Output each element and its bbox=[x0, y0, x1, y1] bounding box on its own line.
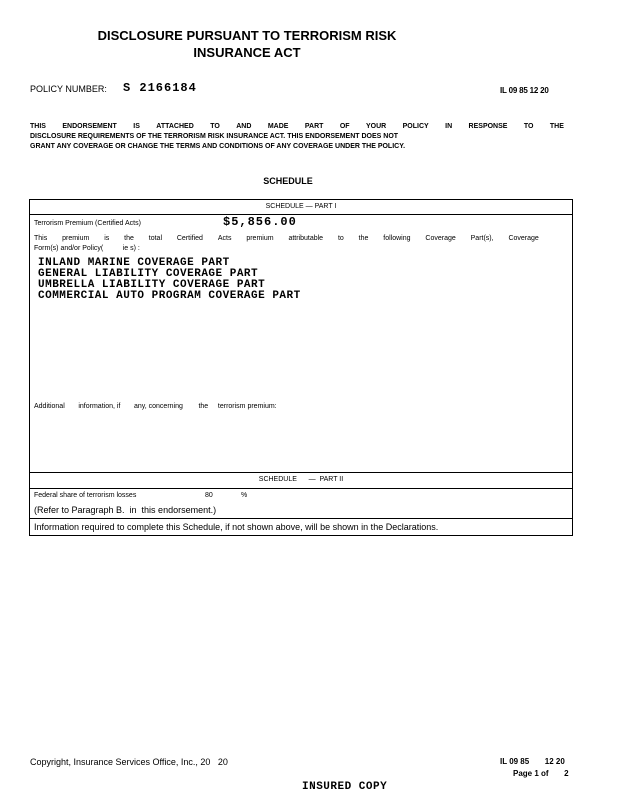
divider bbox=[30, 472, 572, 473]
divider bbox=[30, 488, 572, 489]
page-indicator: Page 1 of 2 bbox=[513, 769, 569, 778]
notice-word: THIS bbox=[30, 123, 46, 130]
federal-share-label: Federal share of terrorism losses bbox=[34, 492, 137, 499]
notice-word: PART bbox=[304, 123, 324, 130]
schedule-part1-label: SCHEDULE — PART I bbox=[265, 203, 337, 210]
notice-word: RESPONSE bbox=[468, 123, 508, 130]
schedule-heading: SCHEDULE bbox=[263, 176, 313, 186]
document-title-line2: INSURANCE ACT bbox=[193, 45, 301, 60]
notice-word: ATTACHED bbox=[156, 123, 194, 130]
declarations-info-note: Information required to complete this Schedule, if not shown above, will be shown in the Declarations. bbox=[34, 522, 439, 532]
schedule-table bbox=[29, 199, 573, 536]
desc-word: Certified bbox=[176, 235, 203, 242]
insured-copy-label: INSURED COPY bbox=[302, 781, 388, 793]
refer-paragraph-note: (Refer to Paragraph B. in this endorsement.) bbox=[34, 505, 217, 515]
policy-number-label: POLICY NUMBER: bbox=[30, 84, 107, 94]
notice-word: POLICY bbox=[402, 123, 429, 130]
coverage-part-inland-marine: INLAND MARINE COVERAGE PART bbox=[38, 257, 230, 269]
premium-description-line1 bbox=[34, 235, 539, 242]
copyright-notice: Copyright, Insurance Services Office, Inc., 20 20 bbox=[30, 757, 228, 767]
divider bbox=[30, 518, 572, 519]
desc-word: the bbox=[124, 235, 134, 242]
notice-word: IN bbox=[445, 123, 453, 130]
desc-word: following bbox=[383, 235, 411, 242]
notice-word: MADE bbox=[267, 123, 289, 130]
endorsement-notice bbox=[30, 122, 564, 152]
notice-line1 bbox=[30, 122, 564, 132]
notice-word: IS bbox=[133, 123, 140, 130]
desc-word: attributable bbox=[288, 235, 324, 242]
desc-word: Acts bbox=[217, 235, 232, 242]
federal-share-value: 80 bbox=[205, 492, 213, 499]
coverage-part-umbrella-liability: UMBRELLA LIABILITY COVERAGE PART bbox=[38, 279, 266, 291]
desc-word: Part(s), bbox=[470, 235, 494, 242]
notice-word: YOUR bbox=[365, 123, 387, 130]
notice-line3: GRANT ANY COVERAGE OR CHANGE THE TERMS AND CONDITIONS OF ANY COVERAGE UNDER THE POLICY. bbox=[30, 143, 406, 150]
desc-word: premium bbox=[246, 235, 274, 242]
desc-word: total bbox=[148, 235, 162, 242]
notice-word: TO bbox=[523, 123, 534, 130]
additional-info-label: Additional information, if any, concerning the terrorism premium: bbox=[34, 403, 277, 410]
desc-word: premium bbox=[62, 235, 90, 242]
desc-word: to bbox=[337, 235, 344, 242]
coverage-part-commercial-auto: COMMERCIAL AUTO PROGRAM COVERAGE PART bbox=[38, 290, 301, 302]
notice-line2: DISCLOSURE REQUIREMENTS OF THE TERRORISM RISK INSURANCE ACT. THIS ENDORSEMENT DOES NOT bbox=[30, 133, 399, 140]
premium-description-line2: Form(s) and/or Policy( ie s) : bbox=[34, 245, 140, 252]
desc-word: This bbox=[34, 235, 48, 242]
policy-number-value: S 2166184 bbox=[123, 81, 197, 95]
desc-word: Coverage bbox=[508, 235, 539, 242]
form-number-header: IL 09 85 12 20 bbox=[500, 86, 549, 95]
notice-word: OF bbox=[339, 123, 350, 130]
notice-word: AND bbox=[236, 123, 252, 130]
divider bbox=[30, 214, 572, 215]
terrorism-premium-value: $5,856.00 bbox=[223, 215, 297, 229]
schedule-part2-label: SCHEDULE — PART II bbox=[258, 476, 344, 483]
coverage-part-general-liability: GENERAL LIABILITY COVERAGE PART bbox=[38, 268, 259, 280]
notice-word: ENDORSEMENT bbox=[62, 123, 117, 130]
notice-word: THE bbox=[549, 123, 564, 130]
desc-word: is bbox=[104, 235, 110, 242]
desc-word: Coverage bbox=[425, 235, 456, 242]
document-title-line1: DISCLOSURE PURSUANT TO TERRORISM RISK bbox=[97, 28, 397, 43]
desc-word: the bbox=[358, 235, 369, 242]
notice-word: TO bbox=[210, 123, 220, 130]
form-number-footer: IL 09 85 12 20 bbox=[500, 757, 565, 766]
federal-share-unit: % bbox=[241, 492, 248, 499]
terrorism-premium-label: Terrorism Premium (Certified Acts) bbox=[34, 220, 141, 227]
